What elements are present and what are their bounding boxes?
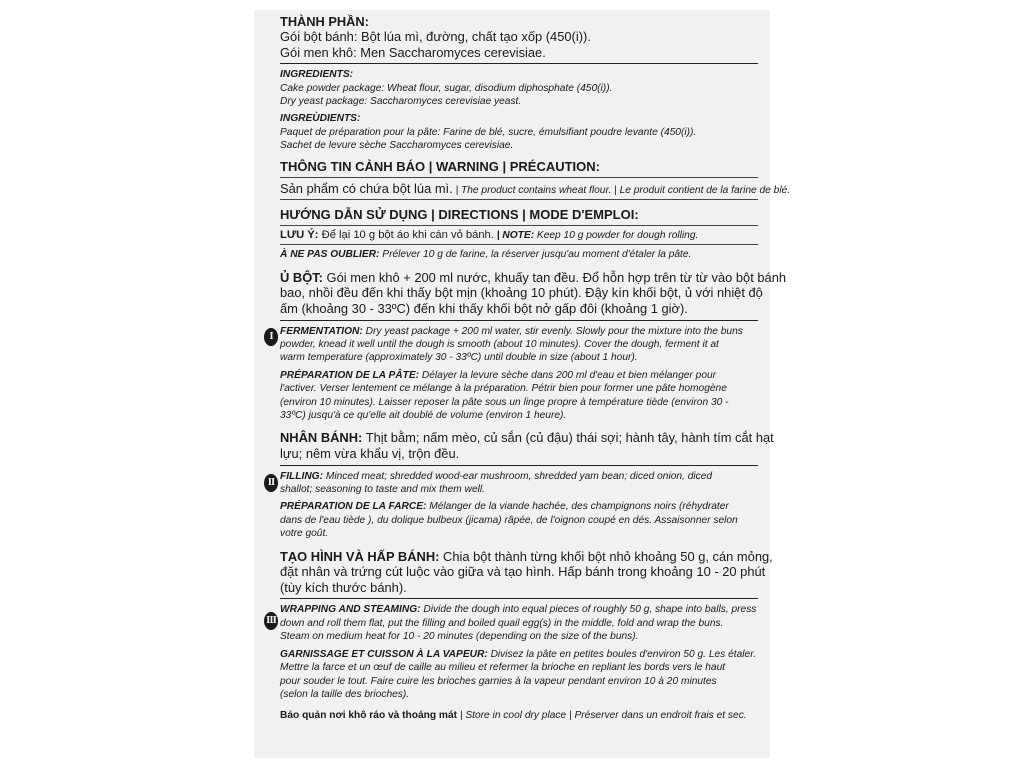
directions-note: LƯU Ý: Để lại 10 g bột áo khi cán vỏ bánh. | NOTE: Keep 10 g powder for dough rolling. <box>280 229 699 242</box>
ingredients-en-line: Cake powder package: Wheat flour, sugar, disodium diphosphate (450(i)). <box>280 82 613 94</box>
ingredients-vn <box>280 14 758 60</box>
step3-en: WRAPPING AND STEAMING: Divide the dough into equal pieces of roughly 50 g, shape into balls, press down and roll them flat, put the filling and boiled quail egg(s) in the middle, fold and wrap the buns. Steam on medium heat for 10 - 20 minutes (depending on the size of the buns). <box>280 604 757 643</box>
ingredients-en-line: Dry yeast package: Saccharomyces cerevisiae yeast. <box>280 96 522 107</box>
divider <box>280 320 758 321</box>
ingredients-vn-title: THÀNH PHẦN: <box>280 14 369 29</box>
step-marker-1: I <box>264 328 278 346</box>
label-content <box>280 14 791 723</box>
step-marker-2: II <box>264 474 278 492</box>
step3-vn: TẠO HÌNH VÀ HẤP BÁNH: Chia bột thành từng khối bột nhỏ khoảng 50 g, cán mỏng, đặt nhân và trứng cút luộc vào giữa và tạo hình. Hấp bánh trong khoảng 10 - 20 phút (tùy kích thước bánh). <box>280 548 773 595</box>
directions-note-fr: À NE PAS OUBLIER: Prélever 10 g de farine, la réserver jusqu'au moment d'étaler la pâte. <box>280 249 692 261</box>
step1-vn: Ủ BỘT: Gói men khô + 200 ml nước, khuấy tan đều. Đổ hỗn hợp trên từ từ vào bột bánh bao, nhồi đều đến khi thấy bột mịn (khoảng 10 phút). Đậy kín khối bột, ủ với nhiệt độ ấm (khoảng 30 - 33ºC) đến khi thấy khối bột nở gấp đôi (khoảng 1 giờ). <box>280 269 787 317</box>
ingredients-fr <box>280 112 758 152</box>
warning-text: Sản phẩm có chứa bột lúa mì. | The product contains wheat flour. | Le produit contient de la farine de blé. <box>280 180 791 196</box>
directions-title: HƯỚNG DẪN SỬ DỤNG | DIRECTIONS | MODE D'EMPLOI: <box>280 207 639 223</box>
label-panel <box>254 10 791 758</box>
divider <box>280 63 758 64</box>
ingredients-en-title: INGREDIENTS: <box>280 69 354 81</box>
divider <box>280 199 758 200</box>
ingredients-vn-line: Gói men khô: Men Saccharomyces cerevisiae. <box>280 44 546 60</box>
ingredients-en <box>280 68 758 108</box>
step2-en: FILLING: Minced meat; shredded wood-ear mushroom, shredded yam bean; diced onion, diced shallot; seasoning to taste and mix them well. <box>280 470 713 496</box>
divider <box>280 465 758 466</box>
step1-fr: PRÉPARATION DE LA PÂTE: Délayer la levure sèche dans 200 ml d'eau et bien mélanger pour l'activer. Verser lentement ce mélange à la préparation. Pétrir bien pour former une pâte homogène (environ 10 minutes). Laisser reposer la pâte sous un linge propre à température tiède (environ 30 - 33ºC) jusqu'à ce qu'elle ait doublé de volume (environ 1 heure). <box>280 369 729 422</box>
ingredients-fr-line: Paquet de préparation pour la pâte: Farine de blé, sucre, émulsifiant poudre levante (450(i)). <box>280 126 697 138</box>
step-marker-3: III <box>264 612 278 630</box>
divider <box>280 598 758 599</box>
divider <box>280 225 758 226</box>
divider <box>280 177 758 178</box>
ingredients-fr-line: Sachet de levure sèche Saccharomyces cerevisiae. <box>280 140 514 152</box>
step2-fr: PRÉPARATION DE LA FARCE: Mélanger de la viande hachée, des champignons noirs (réhydrater dans de l'eau tiède ), du dolique bulbeux (jicama) râpée, de l'oignon coupé en dés. Assaisonner selon votre goût. <box>280 501 738 540</box>
warning-title: THÔNG TIN CẢNH BÁO | WARNING | PRÉCAUTION: <box>280 158 600 174</box>
ingredients-vn-line: Gói bột bánh: Bột lúa mì, đường, chất tạo xốp (450(i)). <box>280 29 591 44</box>
step3-fr: GARNISSAGE ET CUISSON À LA VAPEUR: Divisez la pâte en petites boules d'environ 50 g. Les étaler. Mettre la farce et un œuf de caille au milieu et refermer la brioche en repliant les bords vers le haut pour souder le tout. Faire cuire les brioches garnies à la vapeur pendant environ 10 à 20 minutes (selon la taille des brioches). <box>280 648 757 700</box>
ingredients-fr-title: INGREÙDIENTS: <box>280 113 361 125</box>
storage-text: Bảo quản nơi khô ráo và thoáng mát | Store in cool dry place | Préserver dans un endroit frais et sec. <box>280 710 747 722</box>
divider <box>280 244 758 245</box>
step2-vn: NHÂN BÁNH: Thịt bằm; nấm mèo, củ sắn (củ đậu) thái sợi; hành tây, hành tím cắt hạt lựu; nêm vừa khẩu vị, trộn đều. <box>280 430 774 462</box>
step1-en: FERMENTATION: Dry yeast package + 200 ml water, stir evenly. Slowly pour the mixture into the buns powder, knead it well until the dough is smooth (about 10 minutes). Cover the dough, ferment it at warm temperature (approximately 30 - 33ºC) until double in size (about 1 hour). <box>280 325 743 364</box>
